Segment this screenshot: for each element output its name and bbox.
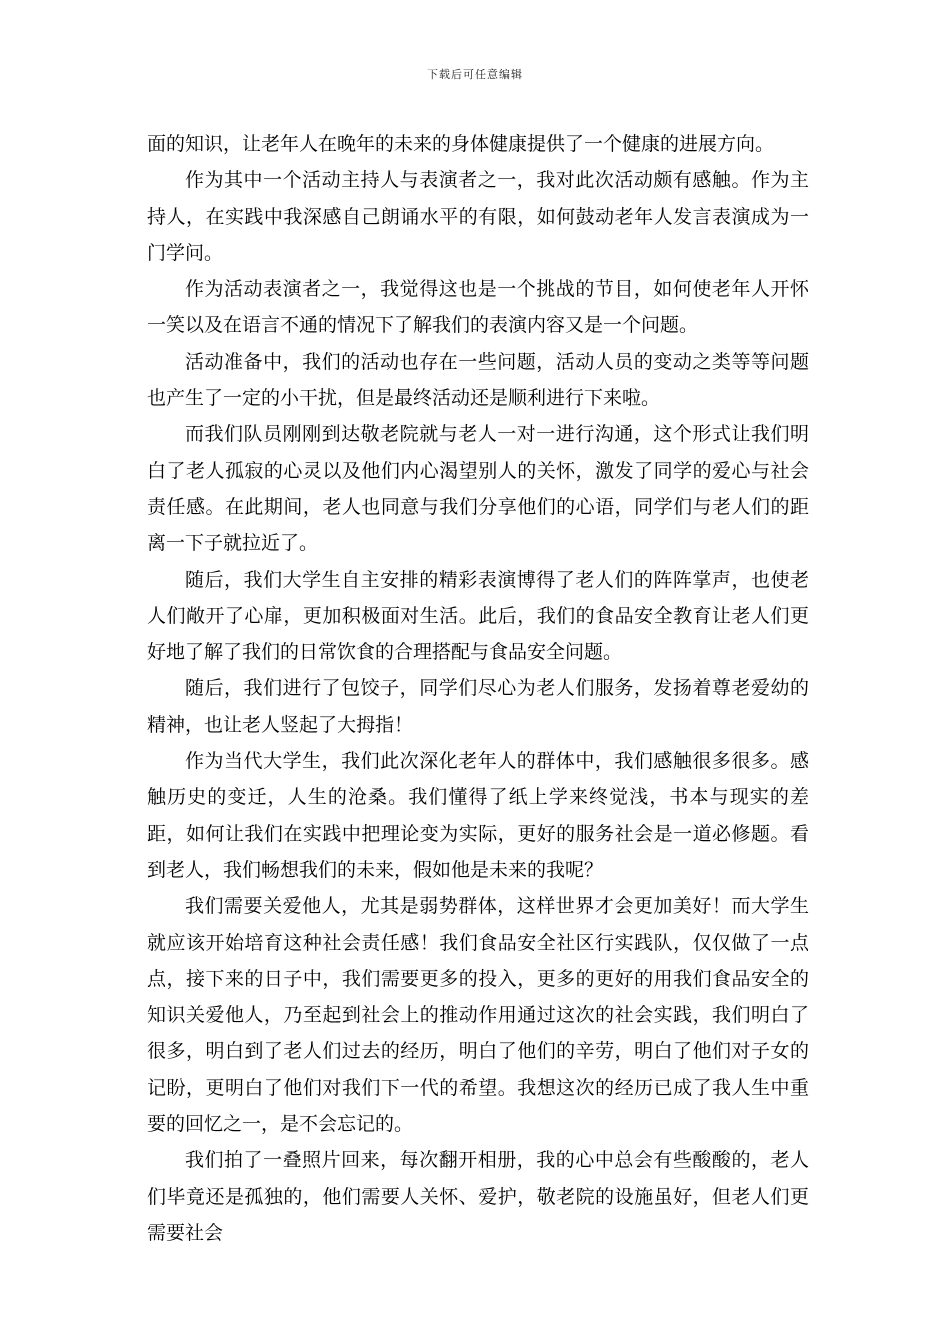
- paragraph: 活动准备中，我们的活动也存在一些问题，活动人员的变动之类等等问题也产生了一定的小干扰，但是最终活动还是顺利进行下来啦。: [147, 350, 809, 410]
- paragraph: 作为当代大学生，我们此次深化老年人的群体中，我们感触很多很多。感触历史的变迁，人生的沧桑。我们懂得了纸上学来终觉浅，书本与现实的差距，如何让我们在实践中把理论变为实际，更好的服务社会是一道必修题。看到老人，我们畅想我们的未来，假如他是未来的我呢？: [147, 750, 809, 881]
- paragraph: 随后，我们大学生自主安排的精彩表演博得了老人们的阵阵掌声，也使老人们敞开了心扉，更加积极面对生活。此后，我们的食品安全教育让老人们更好地了解了我们的日常饮食的合理搭配与食品安全问题。: [147, 568, 809, 664]
- paragraph: 而我们队员刚刚到达敬老院就与老人一对一进行沟通，这个形式让我们明白了老人孤寂的心灵以及他们内心渴望别人的关怀，激发了同学的爱心与社会责任感。在此期间，老人也同意与我们分享他们的心语，同学们与老人们的距离一下子就拉近了。: [147, 423, 809, 555]
- paragraph-continuation: 面的知识，让老年人在晚年的未来的身体健康提供了一个健康的进展方向。: [147, 133, 775, 155]
- paragraph: 随后，我们进行了包饺子，同学们尽心为老人们服务，发扬着尊老爱幼的精神，也让老人竖起了大拇指！: [147, 677, 809, 736]
- body-text: [147, 126, 809, 1251]
- paragraph: 作为其中一个活动主持人与表演者之一，我对此次活动颇有感触。作为主持人，在实践中我深感自己朗诵水平的有限，如何鼓动老年人发言表演成为一门学问。: [147, 169, 809, 264]
- paragraph: 我们需要关爱他人，尤其是弱势群体，这样世界才会更加美好！而大学生就应该开始培育这种社会责任感！我们食品安全社区行实践队，仅仅做了一点点，接下来的日子中，我们需要更多的投入，更多的更好的用我们食品安全的知识关爱他人，乃至起到社会上的推动作用通过这次的社会实践，我们明白了很多，明白到了老人们过去的经历，明白了他们的辛劳，明白了他们对子女的记盼，更明白了他们对我们下一代的希望。我想这次的经历已成了我人生中重要的回忆之一，是不会忘记的。: [147, 895, 809, 1136]
- page-header: 下载后可任意编辑: [427, 68, 523, 81]
- paragraph: 作为活动表演者之一，我觉得这也是一个挑战的节目，如何使老年人开怀一笑以及在语言不通的情况下了解我们的表演内容又是一个问题。: [147, 278, 809, 337]
- paragraph: 我们拍了一叠照片回来，每次翻开相册，我的心中总会有些酸酸的，老人们毕竟还是孤独的，他们需要人关怀、爱护，敬老院的设施虽好，但老人们更需要社会: [147, 1149, 809, 1244]
